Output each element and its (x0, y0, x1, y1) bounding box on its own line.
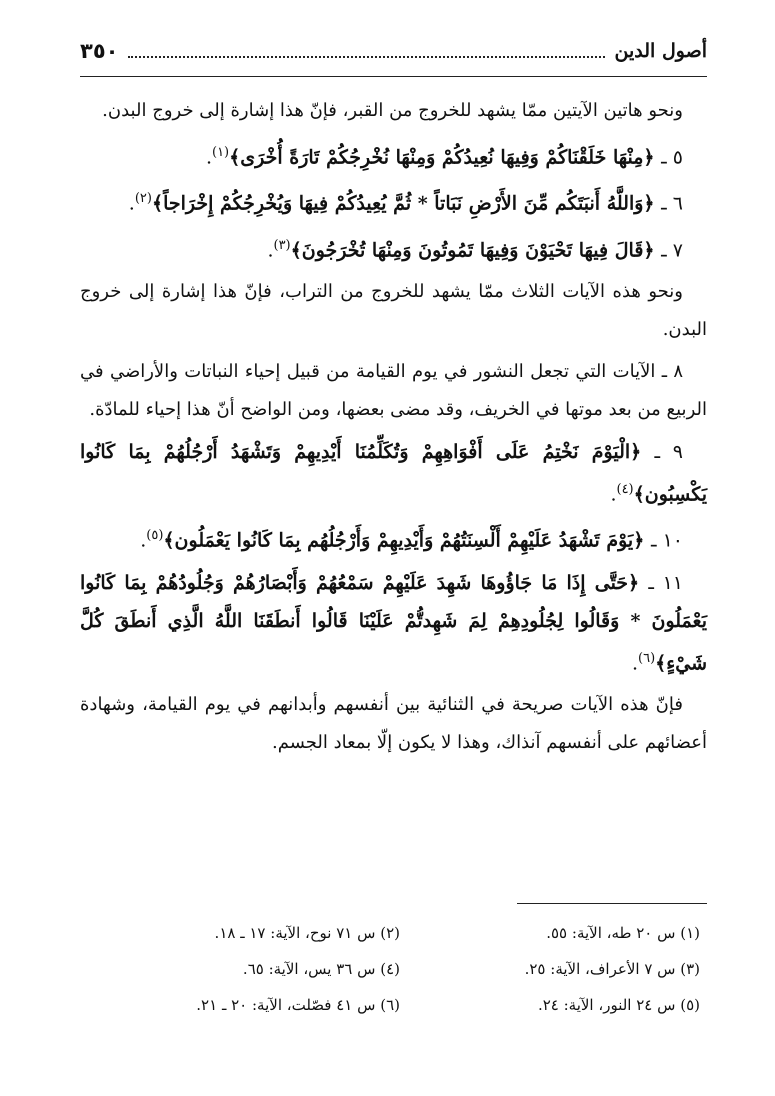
quran-verse: ﴿قَالَ فِيهَا تَحْيَوْنَ وَفِيهَا تَمُوتُونَ وَمِنْهَا تُخْرَجُونَ﴾ (290, 238, 655, 261)
header-leader-dots (128, 44, 604, 58)
verse-end: . (610, 483, 617, 506)
verse-end: . (267, 238, 274, 261)
footnote-6: (٦) س ٤١ فصّلت، الآية: ٢٠ ـ ٢١. (196, 996, 400, 1014)
footnote-3: (٣) س ٧ الأعراف، الآية: ٢٥. (524, 960, 700, 978)
footnote-ref: (٦) (638, 650, 656, 666)
footnote-ref: (٢) (134, 191, 152, 207)
page-header (80, 34, 707, 68)
verse-item-5 (80, 134, 707, 176)
header-rule (80, 76, 707, 77)
verse-item-9 (80, 433, 707, 513)
item-number: ٦ ـ (661, 192, 683, 215)
verse-item-11 (80, 564, 707, 682)
quran-verse: ﴿وَاللَّهُ أَنبَتَكُم مِّنَ الأَرْضِ نَبَاتاً * ثُمَّ يُعِيدُكُمْ فِيهَا وَيُخْرِجُكُمْ إِخْرَاجاً﴾ (151, 192, 655, 215)
paragraph: ونحو هذه الآيات الثلاث ممّا يشهد للخروج من التراب، فإنّ هذا إشارة إلى خروج البدن. (80, 280, 707, 340)
footnote-ref: (١) (211, 145, 230, 160)
footnote-separator (517, 903, 707, 904)
item-number: ٧ ـ (661, 238, 683, 261)
footnotes (100, 920, 700, 1018)
quran-verse: ﴿حَتَّى إِذَا مَا جَاؤُوهَا شَهِدَ عَلَيْهِمْ سَمْعُهُمْ وَأَبْصَارُهُمْ وَجُلُودُهُمْ بِمَا كَانُوا يَعْمَلُونَ * وَقَالُوا لِجُلُودِهِمْ لِمَ شَهِدتُّمْ عَلَيْنَا قَالُوا أَنطَقَنَا اللَّهُ الَّذِي أَنطَقَ كُلَّ شَيْءٍ﴾ (80, 571, 707, 674)
body-text (80, 92, 707, 766)
verse-item-10 (80, 517, 707, 559)
paragraph: فإنّ هذه الآيات صريحة في الثنائية بين أنفسهم وأبدانهم في يوم القيامة، وشهادة أعضائهم على أنفسهم آنذاك، وهذا لا يكون إلّا بمعاد الجسم. (80, 693, 707, 753)
paragraph: ٨ ـ الآيات التي تجعل النشور في يوم القيامة من قبيل إحياء النباتات والأراضي في الربيع من بعد موتها في الخريف، وقد مضى بعضها، ومن الواضح أنّ هذا إحياء للمادّة. (80, 360, 707, 420)
verse-item-6 (80, 180, 707, 222)
verse-item-7 (80, 227, 707, 269)
footnote-5: (٥) س ٢٤ النور، الآية: ٢٤. (537, 996, 700, 1014)
item-number: ٥ ـ (661, 146, 683, 169)
paragraph: ونحو هاتين الآيتين ممّا يشهد للخروج من القبر، فإنّ هذا إشارة إلى خروج البدن. (102, 100, 683, 121)
footnote-2: (٢) س ٧١ نوح، الآية: ١٧ ـ ١٨. (214, 924, 400, 942)
footnote-ref: (٥) (146, 528, 164, 544)
quran-verse: ﴿مِنْهَا خَلَقْنَاكُمْ وَفِيهَا نُعِيدُكُمْ وَمِنْهَا نُخْرِجُكُمْ تَارَةً أُخْرَى﴾ (229, 146, 655, 169)
verse-end: . (205, 146, 212, 169)
page-number: ٣٥٠ (80, 39, 119, 63)
verse-end: . (631, 651, 639, 674)
footnote-ref: (٤) (616, 481, 634, 497)
item-number: ١٠ ـ (650, 529, 683, 552)
quran-verse: ﴿الْيَوْمَ نَخْتِمُ عَلَى أَفْوَاهِهِمْ وَتُكَلِّمُنَا أَيْدِيهِمْ وَتَشْهَدُ أَرْجُلُهُمْ بِمَا كَانُوا يَكْسِبُون﴾ (80, 440, 707, 506)
footnote-ref: (٣) (273, 237, 291, 253)
footnote-1: (١) س ٢٠ طه، الآية: ٥٥. (546, 924, 700, 942)
item-number: ٩ ـ (654, 440, 683, 463)
verse-end: . (128, 192, 135, 215)
running-title: أصول الدين (614, 40, 707, 62)
footnote-4: (٤) س ٣٦ يس، الآية: ٦٥. (242, 960, 400, 978)
quran-verse: ﴿يَوْمَ تَشْهَدُ عَلَيْهِمْ أَلْسِنَتُهُمْ وَأَيْدِيهِمْ وَأَرْجُلُهُم بِمَا كَانُوا يَعْمَلُون﴾ (163, 529, 645, 552)
verse-end: . (140, 529, 147, 552)
item-number: ١١ ـ (648, 571, 683, 594)
